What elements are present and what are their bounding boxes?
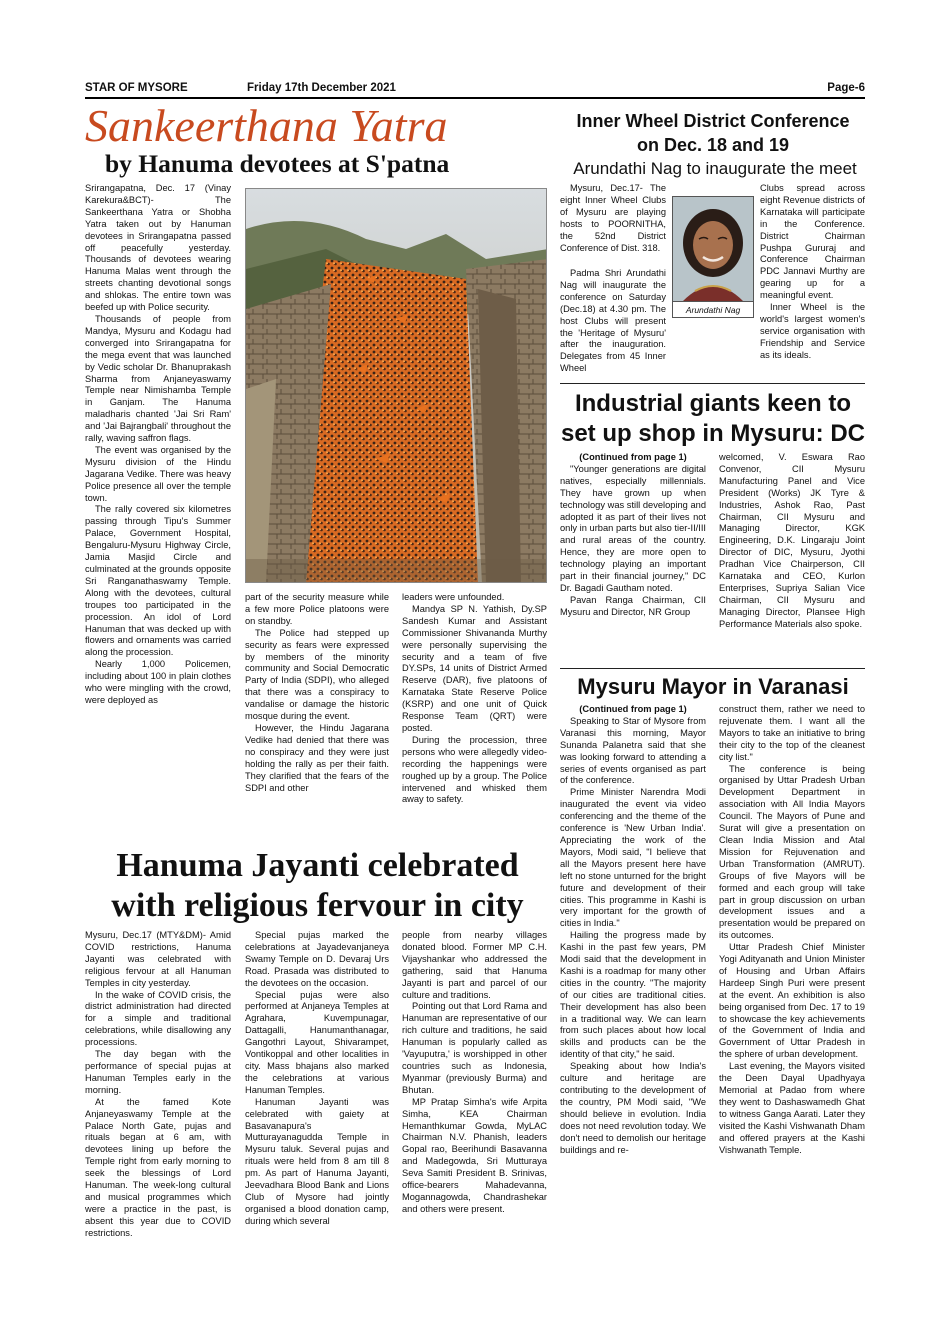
- issue-date: Friday 17th December 2021: [247, 82, 396, 94]
- continued-note: (Continued from page 1): [579, 704, 687, 714]
- continued-note: (Continued from page 1): [579, 452, 687, 462]
- innerwheel-column-2: [760, 183, 865, 362]
- procession-photo: [245, 188, 547, 583]
- jayanti-para: Special pujas marked the celebrations at Jayadevanjaneya Swamy Temple on D. Devaraj Urs Road. Prasada was distributed to the devotees on the occasion.: [245, 930, 389, 988]
- yatra-para: part of the security measure while a few more Police platoons were on standby.: [245, 592, 389, 626]
- jayanti-column-2: [245, 930, 389, 1228]
- jayanti-headline-2: with religious fervour in city: [111, 887, 524, 924]
- jayanti-para: Mysuru, Dec.17 (MTY&DM)- Amid COVID restrictions, Hanuma Jayanti was celebrated with religious fervour at all Hanuman Temples in city yesterday.: [85, 930, 231, 988]
- innerwheel-para: Inner Wheel is the world's largest women's service organisation with Friendship and Service as its ideals.: [760, 302, 865, 360]
- industrial-headline-2: set up shop in Mysuru: DC: [560, 420, 865, 447]
- yatra-para: leaders were unfounded.: [402, 592, 505, 602]
- industrial-column-1: [560, 452, 706, 619]
- mayor-para: construct them, rather we need to rejuvenate them. I want all the Mayors to take an initiative to bring their city to the top of the cleanest city list.": [719, 704, 865, 762]
- yatra-para: During the procession, three persons who were allegedly video-recording the happenings were roughed up by a group. The Police intervened and whisked them away to safety.: [402, 734, 547, 805]
- innerwheel-para: Padma Shri Arundathi Nag will inaugurate the conference on Saturday (Dec.18) at 4.30 pm. The host Clubs will present the 'Heritage of Mysuru' after the inauguration. Delegates from 45 Inner Wheel: [560, 268, 666, 374]
- masthead-rule: [85, 97, 865, 99]
- jayanti-para: Hanuman Jayanti was celebrated with gaiety at Basavanapura's Mutturayanagudda Temple in Mysuru taluk. Several pujas and rituals were held from 8 am till 8 pm. As part of Hanuma Jayanti, Jeevadhara Blood Bank and Lions Club of Mysore had jointly organised a blood donation camp, during which several: [245, 1096, 389, 1226]
- yatra-para: The rally covered six kilometres passing through Tipu's Summer Palace, Government Hospital, Bengaluru-Mysuru Highway Circle, Jamia Masjid Circle and culminated at the grounds opposite Sri Ranganathaswamy Temple. Along with the devotees, cultural troupes too participated in the procession. An idol of Lord Hanuman that was decked up with flowers and ornaments was carried along the procession.: [85, 504, 231, 658]
- yatra-para: However, the Hindu Jagarana Vedike had denied that there was no conspiracy and they were just holding the rally as per their faith. They clarified that the fears of the SDPI and other: [245, 722, 389, 793]
- jayanti-para: Special pujas were also performed at Anjaneya Temples at Agrahara, Kuvempunagar, Dattagalli, Hanumanthanagar, Gangothri Layout, Shivarampet, Vontikoppal and other localities in city. Mass bhajans also marked the celebrations at various Hanuman Temples.: [245, 989, 389, 1095]
- mayor-para: Speaking about how India's culture and heritage are contributing to the development of the country, PM Modi said, "We should believe in evolution. India does not need revolution today. We don't need to demolish our heritage buildings and re-: [560, 1061, 706, 1155]
- mayor-para: Prime Minister Narendra Modi inaugurated the event via video conferencing and the theme of the conference is 'New Urban India'. Appreciating the work of the Mayors, Modi said, "I believe that all the Mayors present here have left no stone unturned for the bright future and development of their cities. This programme in Kashi is very important for the growth of cities in India.": [560, 787, 706, 929]
- mayor-para: The conference is being organised by Uttar Pradesh Urban Development Department in association with All India Mayors Council. The Mayors of Pune and Surat will give a presentation on Clean India Mission and Atal Mission for Rejuvenation and Urban Transformation (AMRUT). Groups of five Mayors will be formed and each group will take part in group discussion on urban development issues and a presentation would be prepared on its outcomes.: [719, 763, 865, 941]
- innerwheel-headline-2: on Dec. 18 and 19: [636, 135, 790, 155]
- yatra-column-2: [245, 592, 389, 794]
- section-divider: [560, 668, 865, 669]
- portrait-image: [673, 197, 753, 301]
- page-number: Page-6: [827, 82, 865, 94]
- mayor-para: Last evening, the Mayors visited the Deen Dayal Upadhyaya Memorial at Padao from where they went to Dashaswamedh Ghat to witness Ganga Aarati. Later they visited the Kashi Vishwanath Dham and offered prayers at the Kashi Vishwanath Temple.: [719, 1061, 865, 1155]
- industrial-para: "Younger generations are digital natives, especially millennials. They have grown up when technology was still developing and adopted it as part of their lives not only in urban parts but also tier-II/III and rural areas of the country. Hence, they are more open to technology playing an important part in their financial journey," DC Dr. Bagadi Gautham noted.: [560, 463, 706, 593]
- yatra-para: Nearly 1,000 Policemen, including about 100 in plain clothes who were mingling with the crowd, were deployed as: [85, 659, 231, 705]
- industrial-para: welcomed, V. Eswara Rao Convenor, CII Mysuru Manufacturing Panel and Vice President (Works) JK Tyre & Industries, Ashok Rao, Past Chairman, CII Mysuru and Managing Director, KGK Engineering, D.K. Lingaraju Joint Director of DIC, Mysuru, Jyothi Pradhan Vice Chairperson, CII Karnataka and CEO, Kurlon Enterprises, Supriya Salian Vice Chairman, CII Mysuru and Managing Director, Plansee High Performance Materials also spoke.: [719, 452, 865, 629]
- innerwheel-headline-1: Inner Wheel District Conference: [576, 111, 850, 131]
- innerwheel-para: Mysuru, Dec.17- The eight Inner Wheel Clubs of Mysuru are playing hosts to POORNITHA, the 52nd District Conference of Dist. 318.: [560, 183, 666, 253]
- yatra-para: The Police had stepped up security as fears were expressed by members of the minority community and Social Democratic Party of India (SDPI), who alleged that there was a conspiracy to vandalise or damage the historic mosque during the event.: [245, 627, 389, 722]
- jayanti-column-3: [402, 930, 547, 1216]
- yatra-subheadline: by Hanuma devotees at S'patna: [105, 149, 450, 178]
- mayor-para: Hailing the progress made by Kashi in the past few years, PM Modi said that the development in Kashi is a roadmap for many other cities in the country. "The majority of our cities are traditional cities. Their development has also been in a traditional way. We can learn from such places about how local skills and products can be the identity of that city," he said.: [560, 930, 706, 1060]
- yatra-para: The event was organised by the Mysuru division of the Hindu Jagarana Vedike. There was heavy Police presence all over the temple town.: [85, 444, 231, 503]
- yatra-para: Thousands of people from Mandya, Mysuru and Kodagu had converged into Srirangapatna for the mega event that was launched by Vedic scholar Dr. Bhanuprakash Sharma from Anjaneyaswamy Temple near Nimishamba Temple in Ganjam. The Hanuma maladharis chanted 'Jai Sri Ram' and 'Jai Bajrangbali' throughout the rally, waving saffron flags.: [85, 313, 231, 444]
- paper-name: STAR OF MYSORE: [85, 82, 188, 94]
- yatra-column-1: [85, 183, 231, 707]
- arundathi-nag-photo: [672, 196, 754, 318]
- innerwheel-column-1b: [560, 268, 666, 375]
- innerwheel-para: Clubs spread across eight Revenue districts of Karnataka will participate in the Conference. District Chairman Pushpa Gururaj and Conference Chairman PDC Jannavi Murthy are gearing up for a meaningful event.: [760, 183, 865, 301]
- industrial-para: Pavan Ranga Chairman, CII Mysuru and Director, NR Group: [560, 594, 706, 617]
- yatra-headline: Sankeerthana Yatra: [85, 100, 448, 151]
- jayanti-para: In the wake of COVID crisis, the district administration had directed for a simple and traditional celebrations, while disallowing any processions.: [85, 989, 231, 1048]
- photo-caption: Arundathi Nag: [673, 301, 753, 317]
- innerwheel-column-1a: [560, 183, 666, 254]
- jayanti-column-1: [85, 930, 231, 1240]
- mayor-headline: Mysuru Mayor in Varanasi: [577, 674, 849, 699]
- industrial-headline-1: Industrial giants keen to: [574, 390, 852, 417]
- mayor-column-2: [719, 704, 865, 1156]
- innerwheel-subhead: Arundathi Nag to inaugurate the meet: [573, 159, 857, 178]
- jayanti-headline-1: Hanuma Jayanti celebrated: [116, 847, 519, 884]
- mayor-para: Speaking to Star of Mysore from Varanasi this morning, Mayor Sunanda Palanetra said that she was looking forward to attending a series of events organised as part of the conference.: [560, 715, 706, 786]
- jayanti-para: people from nearby villages donated blood. Former MP C.H. Vijayshankar who addressed the gathering, said that Hanuma Jayanti is part and parcel of our culture and traditions.: [402, 930, 547, 1000]
- mayor-column-1: [560, 704, 706, 1156]
- jayanti-para: MP Pratap Simha's wife Arpita Simha, KEA Chairman Hemanthkumar Gowda, MyLAC Chairman N.V. Phanish, leaders Gopal rao, Beerihundi Basavanna and Madegowda, Sri Mutturaya Seva Samiti President B. Srinivas, office-bearers Mahadevanna, Mogannagowda, Chandrashekar and others were present.: [402, 1096, 547, 1214]
- yatra-para: Srirangapatna, Dec. 17 (Vinay Karekura&BCT)- The Sankeerthana Yatra or Shobha Yatra taken out by Hanuman devotees in Srirangapatna passed off peacefully yesterday. Thousands of devotees wearing Hanuma Malas went through the streets chanting devotional songs and shlokas. The entire town was beefed up with Police security.: [85, 183, 231, 313]
- section-divider: [560, 383, 865, 384]
- mayor-para: Uttar Pradesh Chief Minister Yogi Adityanath and Union Minister of Housing and Urban Affairs Hardeep Singh Puri were present at the event. An exhibition is also being organised from Dec. 17 to 19 to showcase the key achievements of the Government of India and Government of Uttar Pradesh in the sphere of urban development.: [719, 942, 865, 1060]
- jayanti-para: Pointing out that Lord Rama and Hanuman are representative of our rich culture and traditions, he said Hanuman is popularly called as 'Vayuputra,' is worshipped in other countries such as Indonesia, Myanmar (previously Burma) and Bhutan.: [402, 1001, 547, 1095]
- yatra-para: Mandya SP N. Yathish, Dy.SP Sandesh Kumar and Assistant Commissioner Shivananda Murthy were personally supervising the security and a team of five DY.SPs, 14 units of District Armed Reserve (DAR), five platoons of Karnataka State Reserve Police (KSRP) and one unit of Quick Response Team (QRT) were posted.: [402, 603, 547, 733]
- jayanti-para: At the famed Kote Anjaneyaswamy Temple at the Palace North Gate, pujas and rituals began at 6 am, with devotees lining up before the Temple right from early morning to seek the blessings of Lord Hanuman. The week-long cultural and musical programmes which were a practice in the past, is absent this year due to COVID restrictions.: [85, 1096, 231, 1238]
- yatra-column-3: [402, 592, 547, 806]
- masthead: [85, 82, 865, 98]
- industrial-column-2: [719, 452, 865, 631]
- jayanti-para: The day began with the performance of special pujas at Hanuman Temples early in the morning.: [85, 1049, 231, 1095]
